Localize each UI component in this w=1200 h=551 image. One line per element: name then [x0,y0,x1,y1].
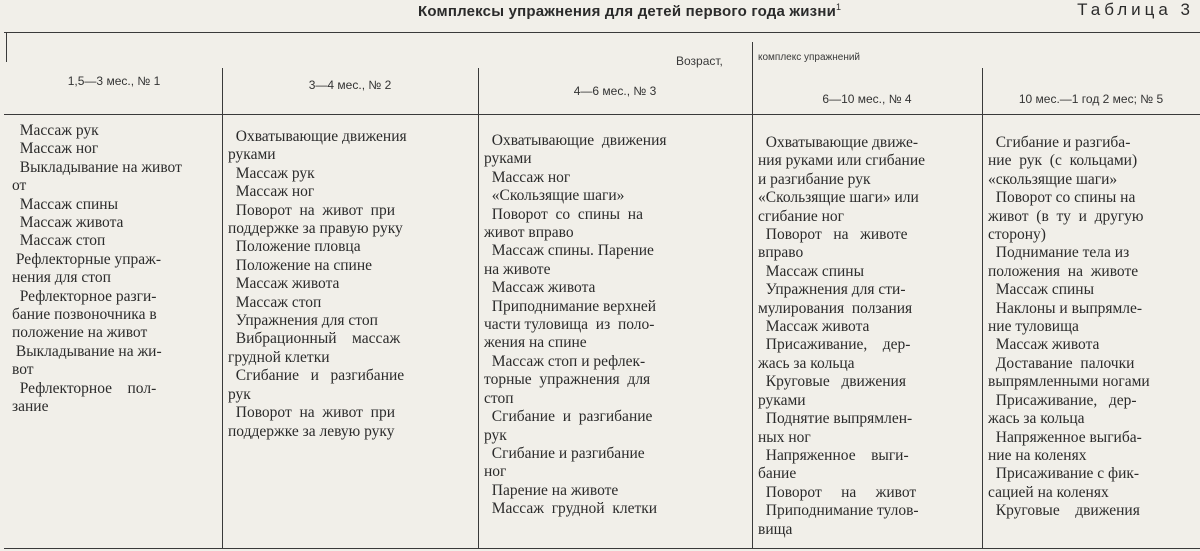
exercise-line: руками [484,150,532,168]
bottom-rule [4,548,1200,549]
exercise-line: Массаж ног [12,140,99,158]
column-5-exercises [988,134,1198,521]
exercise-line: Массаж живота [758,318,870,336]
column-divider [6,32,7,62]
exercise-line: грудной клетки [228,348,330,366]
exercise-line: Поворот со спины на [988,189,1136,207]
exercise-line: Круговые движения [988,502,1140,520]
exercise-line: мулирования ползания [758,299,913,317]
column-divider [222,68,223,548]
exercise-line: живот вправо [484,224,574,242]
footnote-mark: 1 [836,2,842,12]
exercise-line: Вибрационный массаж [228,330,401,348]
exercise-line: жения на спине [484,334,587,352]
exercise-line: части туловища из поло- [484,316,655,334]
exercise-line: Рефлекторные упраж- [12,250,162,268]
exercise-line: Массаж спины [12,195,119,213]
exercise-line: Массаж живота [484,279,596,297]
exercise-line: торные упражнения для [484,371,651,389]
exercise-line: Круговые движения [758,373,906,391]
exercise-line: Массаж спины. Парение [484,242,654,260]
exercise-line: бание [758,465,797,483]
exercise-line: Поворот на живот [758,483,917,501]
exercise-line: Положение пловца [228,238,361,256]
exercise-line: руками [758,391,806,409]
exercise-line: Массаж стоп [228,293,322,311]
exercise-line: бание позвоночника в [12,306,157,324]
column-divider [478,68,479,548]
exercise-line: Поворот со спины на [484,205,643,223]
exercise-line: ных ног [758,428,811,446]
exercise-line: жась за кольца [988,410,1085,428]
exercise-line: положение на живот [12,324,148,342]
exercise-line: Упражнения для сти- [758,281,906,299]
exercise-line: выпрямленными ногами [988,373,1150,391]
exercise-line: ния руками или сгибание [758,152,926,170]
exercise-line: Присаживание с фик- [988,465,1140,483]
exercise-line: рук [228,385,251,403]
column-header-2: 3—4 мес., № 2 [308,78,392,92]
exercise-line: ние туловища [988,318,1079,336]
exercise-line: и разгибание рук [758,170,871,188]
exercise-line: от [12,177,27,195]
exercise-line: Сгибание и разгибание [228,367,405,385]
exercise-line: ние рук (с кольцами) [988,152,1138,170]
column-1-exercises [12,122,218,417]
column-header-4: 6—10 мес., № 4 [822,92,912,106]
exercise-line: Присаживание, дер- [758,336,911,354]
exercise-line: Приподнимание верхней [484,297,657,315]
exercise-line: Рефлекторное пол- [12,379,157,397]
age-label: Возраст, [676,54,723,68]
exercise-line: сторону) [988,226,1046,244]
exercise-line: Упражнения для стоп [228,312,378,330]
exercise-line: Рефлекторное разги- [12,287,157,305]
exercise-line: сацией на коленях [988,483,1109,501]
exercise-line: «Скользящие шаги» [484,187,625,205]
exercise-line: Положение на спине [228,256,373,274]
column-header-5: 10 мес.—1 год 2 мес; № 5 [1018,92,1164,106]
exercise-line: Поворот на живот при [228,201,396,219]
exercise-line: на животе [484,260,551,278]
exercise-line: Сгибание и разгибание [484,408,653,426]
top-rule [4,32,1200,33]
complex-label: комплекс упражнений [758,52,861,63]
table-title: Комплексы упражнения для детей первого года жизни$^1$ [418,2,842,20]
exercise-line: вправо [758,244,804,262]
exercise-line: Поворот на животе [758,226,908,244]
exercise-line: Массаж стоп [12,232,106,250]
exercise-line: поддержке за левую руку [228,422,395,440]
column-3-exercises [484,132,748,519]
exercise-line: Выкладывание на живот [12,158,182,176]
exercise-line: Выкладывание на жи- [12,342,162,360]
exercise-line: Парение на животе [484,481,619,499]
exercise-line: ног [484,463,507,481]
exercise-line: Охватывающие движения [228,128,407,145]
exercise-line: Поворот на живот при [228,404,396,422]
exercise-line: жась за кольца [758,354,855,372]
column-header-rule [4,114,1200,115]
exercise-line: Наклоны и выпрямле- [988,299,1143,317]
exercise-line: сгибание ног [758,207,845,225]
column-header-3: 4—6 мес., № 3 [573,84,657,98]
exercise-line: Массаж спины [758,262,865,280]
exercise-line: Массаж ног [228,183,315,201]
exercise-line: Массаж грудной клетки [484,500,658,518]
exercise-line: Массаж живота [988,336,1100,354]
exercise-line: Напряженное выги- [758,446,909,464]
exercise-line: живот (в ту и другую [988,207,1144,225]
exercise-line: руками [228,146,276,164]
exercise-line: Доставание палочки [988,354,1135,372]
exercise-line: Массаж живота [12,214,124,232]
exercise-line: Сгибание и разгиба- [988,134,1131,151]
exercise-line: Напряженное выгиба- [988,428,1142,446]
exercise-line: Массаж стоп и рефлек- [484,352,646,370]
exercise-line: рук [484,426,507,444]
exercise-line: Поднимание тела из [988,244,1130,262]
column-divider [752,42,753,548]
exercise-line: Охватывающие движе- [758,134,919,151]
exercise-line: «скользящие шаги» [988,170,1118,188]
exercise-line: положения на животе [988,262,1139,280]
exercise-line: «Скользящие шаги» или [758,189,919,207]
exercise-line: поддержке за правую руку [228,220,403,238]
exercise-line: Поднятие выпрямлен- [758,410,913,428]
exercise-line: нения для стоп [12,269,111,287]
exercise-line: Присаживание, дер- [988,391,1137,409]
exercise-line: ние на коленях [988,446,1087,464]
exercise-line: зание [12,398,49,416]
column-header-1: 1,5—3 мес., № 1 [67,74,161,88]
exercise-line: Массаж рук [12,122,99,139]
exercise-line: Массаж спины [988,281,1095,299]
exercise-line: Массаж ног [484,168,571,186]
exercise-line: Сгибание и разгибание [484,444,645,462]
exercise-line: вот [12,361,34,379]
exercise-line: Массаж живота [228,275,340,293]
exercise-line: Приподнимание тулов- [758,502,919,520]
exercise-line: Охватывающие движения [484,132,667,149]
exercise-line: Массаж рук [228,164,315,182]
column-divider [982,68,983,548]
column-4-exercises [758,134,978,539]
table-number: Таблица 3 [1077,0,1194,19]
exercise-line: вища [758,520,793,538]
column-2-exercises [228,128,474,441]
exercise-line: стоп [484,389,514,407]
